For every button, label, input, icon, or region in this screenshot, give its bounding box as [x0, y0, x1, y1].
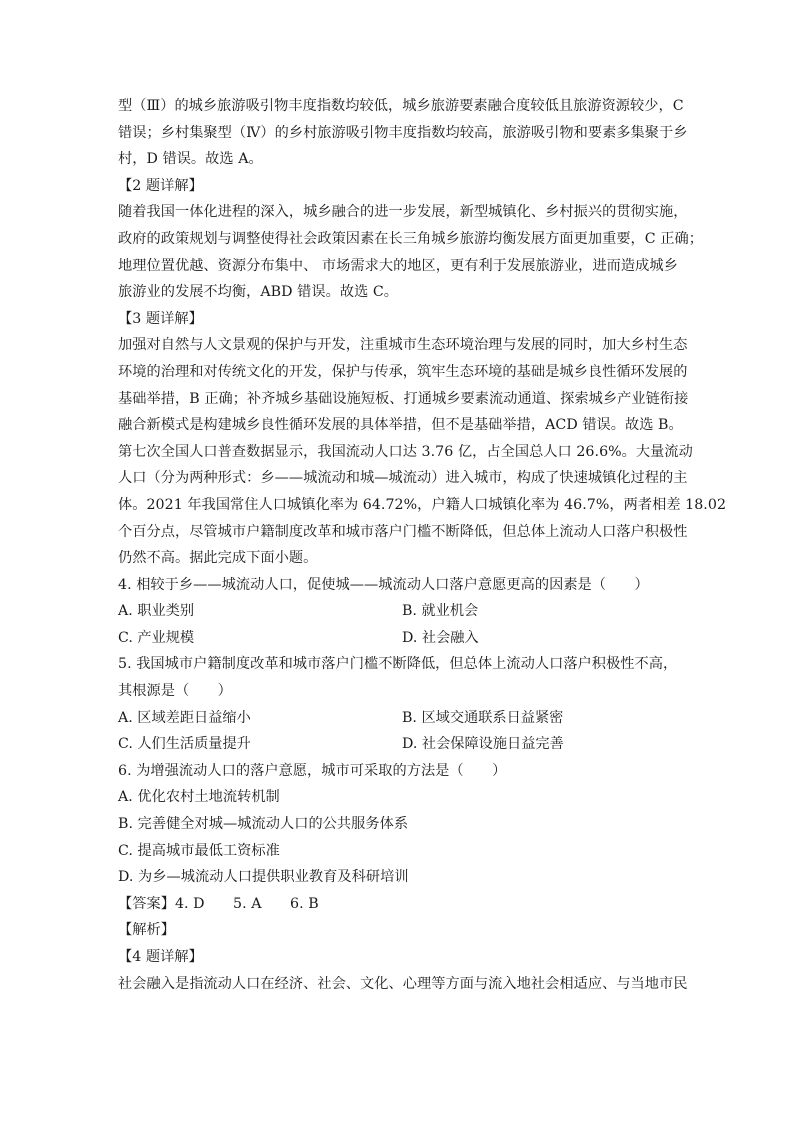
question-4-options-row-1	[118, 598, 683, 625]
paragraph-line: 随着我国一体化进程的深入，城乡融合的进一步发展，新型城镇化、乡村振兴的贯彻实施，	[118, 204, 688, 221]
option-a: A. 区域差距日益缩小	[118, 709, 251, 726]
section-heading-q4-detail: 【4 题详解】	[118, 949, 203, 965]
question-5-stem: 5. 我国城市户籍制度改革和城市落户门槛不断降低，但总体上流动人口落户积极性不高，	[118, 656, 678, 673]
paragraph-line: 社会融入是指流动人口在经济、社会、文化、心理等方面与流入地社会相适应、与当地市民	[118, 975, 688, 992]
paragraph-line: 融合新模式是构建城乡良性循环发展的具体举措，但不是基础举措，ACD 错误。故选 B。	[118, 417, 683, 434]
paragraph-line: 错误；乡村集聚型（Ⅳ）的乡村旅游吸引物丰度指数均较高，旅游吸引物和要素多集聚于乡	[118, 124, 688, 141]
option-b: B. 就业机会	[402, 603, 479, 620]
paragraph-line: 个百分点，尽管城市户籍制度改革和城市落户门槛不断降低，但总体上流动人口落户积极性	[118, 523, 688, 540]
option-d: D. 社会保障设施日益完善	[402, 736, 564, 753]
option-c: C. 人们生活质量提升	[118, 736, 251, 753]
paragraph-line: 型（Ⅲ）的城乡旅游吸引物丰度指数均较低，城乡旅游要素融合度较低且旅游资源较少，C	[118, 98, 684, 114]
question-4-options-row-2	[118, 625, 683, 652]
question-6-stem: 6. 为增强流动人口的落户意愿，城市可采取的方法是（ ）	[118, 762, 507, 779]
question-5-options-row-1	[118, 705, 683, 732]
option-a: A. 职业类别	[118, 603, 195, 620]
section-heading-q3-detail: 【3 题详解】	[118, 310, 203, 327]
question-5-stem-cont: 其根源是（ ）	[118, 683, 232, 700]
document-page	[118, 93, 727, 997]
paragraph-line: 加强对自然与人文景观的保护与开发，注重城市生态环境治理与发展的同时，加大乡村生态	[118, 337, 688, 354]
analysis-heading: 【解析】	[118, 922, 175, 939]
option-b: B. 完善健全对城—城流动人口的公共服务体系	[118, 816, 409, 833]
option-a: A. 优化农村土地流转机制	[118, 789, 280, 806]
answer-line: 【答案】4. D 5. A 6. B	[118, 895, 319, 912]
question-5-options-row-2	[118, 731, 683, 758]
paragraph-line: 体。2021 年我国常住人口城镇化率为 64.72%，户籍人口城镇化率为 46.7%，两者相差 18.02	[118, 496, 727, 513]
option-c: C. 产业规模	[118, 629, 195, 646]
option-d: D. 社会融入	[402, 629, 479, 646]
paragraph-line: 村，D 错误。故选 A。	[118, 151, 263, 168]
option-d: D. 为乡—城流动人口提供职业教育及科研培训	[118, 869, 409, 886]
section-heading-q2-detail: 【2 题详解】	[118, 177, 203, 194]
paragraph-line: 环境的治理和对传统文化的开发，保护与传承，筑牢生态环境的基础是城乡良性循环发展的	[118, 363, 688, 380]
paragraph-line: 地理位置优越、资源分布集中、 市场需求大的地区，更有利于发展旅游业，进而造成城乡	[118, 257, 678, 274]
question-4-stem: 4. 相较于乡——城流动人口，促使城——城流动人口落户意愿更高的因素是（ ）	[118, 576, 649, 593]
paragraph-line: 人口（分为两种形式：乡——城流动和城—城流动）进入城市，构成了快速城镇化过程的主	[118, 470, 688, 487]
paragraph-line: 第七次全国人口普查数据显示，我国流动人口达 3.76 亿，占全国总人口 26.6%。大量流动	[118, 443, 693, 460]
paragraph-line: 旅游业的发展不均衡，ABD 错误。故选 C。	[118, 284, 399, 301]
paragraph-line: 仍然不高。据此完成下面小题。	[118, 550, 318, 567]
option-c: C. 提高城市最低工资标准	[118, 842, 280, 859]
paragraph-line: 基础举措，B 正确；补齐城乡基础设施短板、打通城乡要素流动通道、探索城乡产业链衔接	[118, 390, 689, 407]
paragraph-line: 政府的政策规划与调整使得社会政策因素在长三角城乡旅游均衡发展方面更加重要，C 正确；	[118, 230, 703, 247]
option-b: B. 区域交通联系日益紧密	[402, 709, 564, 726]
